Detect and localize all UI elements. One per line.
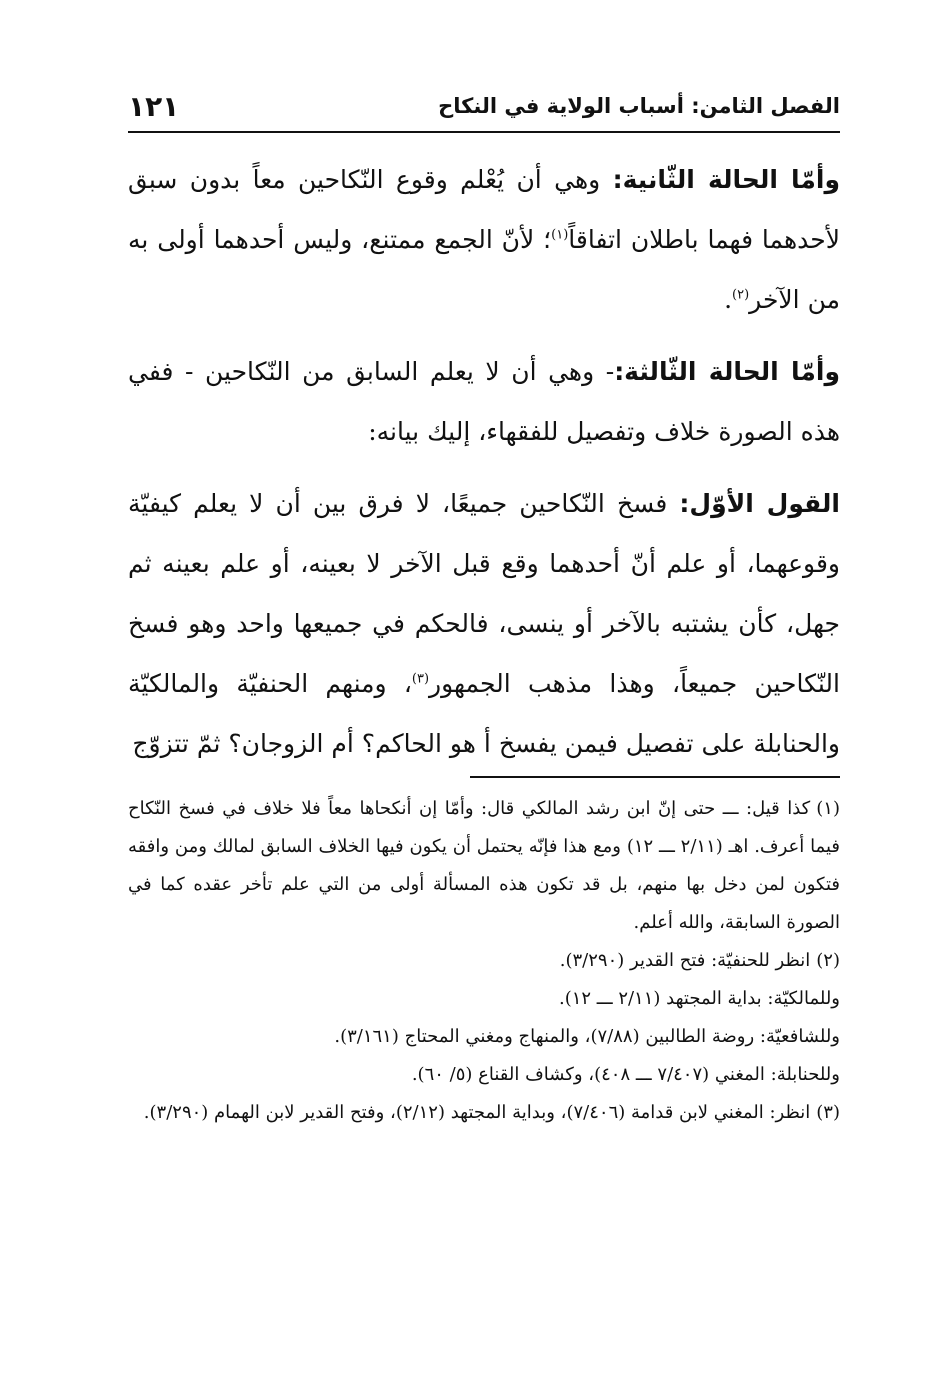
header-rule [128,131,840,133]
chapter-title: الفصل الثامن: أسباب الولاية في النكاح [438,94,840,118]
footnote-2-number: (٢) [816,950,840,971]
footnote-ref-2: (٢) [732,287,750,303]
footnote-2-shafii: وللشافعيّة: روضة الطالبين (٧/٨٨)، والمنهاج ومغني المحتاج (٣/١٦١). [334,1026,840,1047]
page-number: ١٢١ [128,90,180,123]
footnote-1-number: (١) [816,798,840,819]
paragraph-third-case [128,342,840,462]
third-case-heading: وأمّا الحالة الثّالثة: [614,357,840,386]
first-opinion-text: فسخ النّكاحين جميعًا، لا فرق بين أن لا يعلم كيفيّة وقوعهما، أو علم أنّ أحدهما وقع قبل الآخر لا بعينه، أو علم بعينه ثم جهل، كأن يشتبه بالآخر أو ينسى، فالحكم في جميعها واحد وهو فسخ النّكاحين جميعاً، وهذا مذهب الجمهور [128,489,840,698]
second-case-text: وهي أن يُعْلم وقوع النّكاحين معاً بدون سبق لأحدهما فهما باطلان اتفاقاً [128,165,840,254]
second-case-text-cont: ؛ لأنّ الجمع ممتنع، وليس أحدهما أولى به من الآخر [128,225,840,314]
first-opinion-heading: القول الأوّل: [679,489,840,518]
main-text [128,150,840,786]
footnote-1 [128,790,840,942]
footnote-ref-1: (١) [551,227,569,243]
footnote-2-hanbali: وللحنابلة: المغني (٧/٤٠٧ ـــ ٤٠٨)، وكشاف القناع (٥/ ٦٠). [411,1064,840,1085]
footnote-3 [128,1094,840,1132]
running-header [128,90,840,128]
second-case-end: . [724,285,733,314]
footnote-2-maliki: وللمالكيّة: بداية المجتهد (٢/١١ ـــ ١٢). [558,988,840,1009]
footnote-1-text: كذا قيل: ـــ حتى إنّ ابن رشد المالكي قال: وأمّا إن أنكحاها معاً فلا خلاف في فسخ النّكاح فيما أعرف. اهـ (٢/١١ ـــ ١٢) ومع هذا فإنّه يحتمل أن يكون فيها الخلاف السابق لمالك ومن وافقه فتكون لمن دخل بها منهم، بل قد تكون هذه المسألة أولى من التي علم تأخر عقده كما في الصورة السابقة، والله أعلم. [128,798,841,933]
footnote-2 [128,942,840,980]
footnote-3-number: (٣) [816,1102,840,1123]
second-case-heading: وأمّا الحالة الثّانية: [612,165,841,194]
paragraph-second-case [128,150,840,330]
footnote-separator [470,776,840,778]
footnote-2-text: انظر للحنفيّة: فتح القدير (٣/٢٩٠). [559,950,811,971]
paragraph-first-opinion [128,474,840,774]
first-opinion-text-cont: ، ومنهم الحنفيّة والمالكيّة والحنابلة على تفصيل فيمن يفسخ أ هو الحاكم؟ أم الزوجان؟ ثمّ تتزوّج [128,669,840,758]
third-case-text: - وهي أن لا يعلم السابق من النّكاحين - ففي هذه الصورة خلاف وتفصيل للفقهاء، إليك بيانه: [128,357,840,446]
footnotes [128,790,840,1132]
footnote-ref-3: (٣) [411,671,430,687]
footnote-3-text: انظر: المغني لابن قدامة (٧/٤٠٦)، وبداية المجتهد (٢/١٢)، وفتح القدير لابن الهمام (٣/٢٩٠). [143,1102,811,1123]
